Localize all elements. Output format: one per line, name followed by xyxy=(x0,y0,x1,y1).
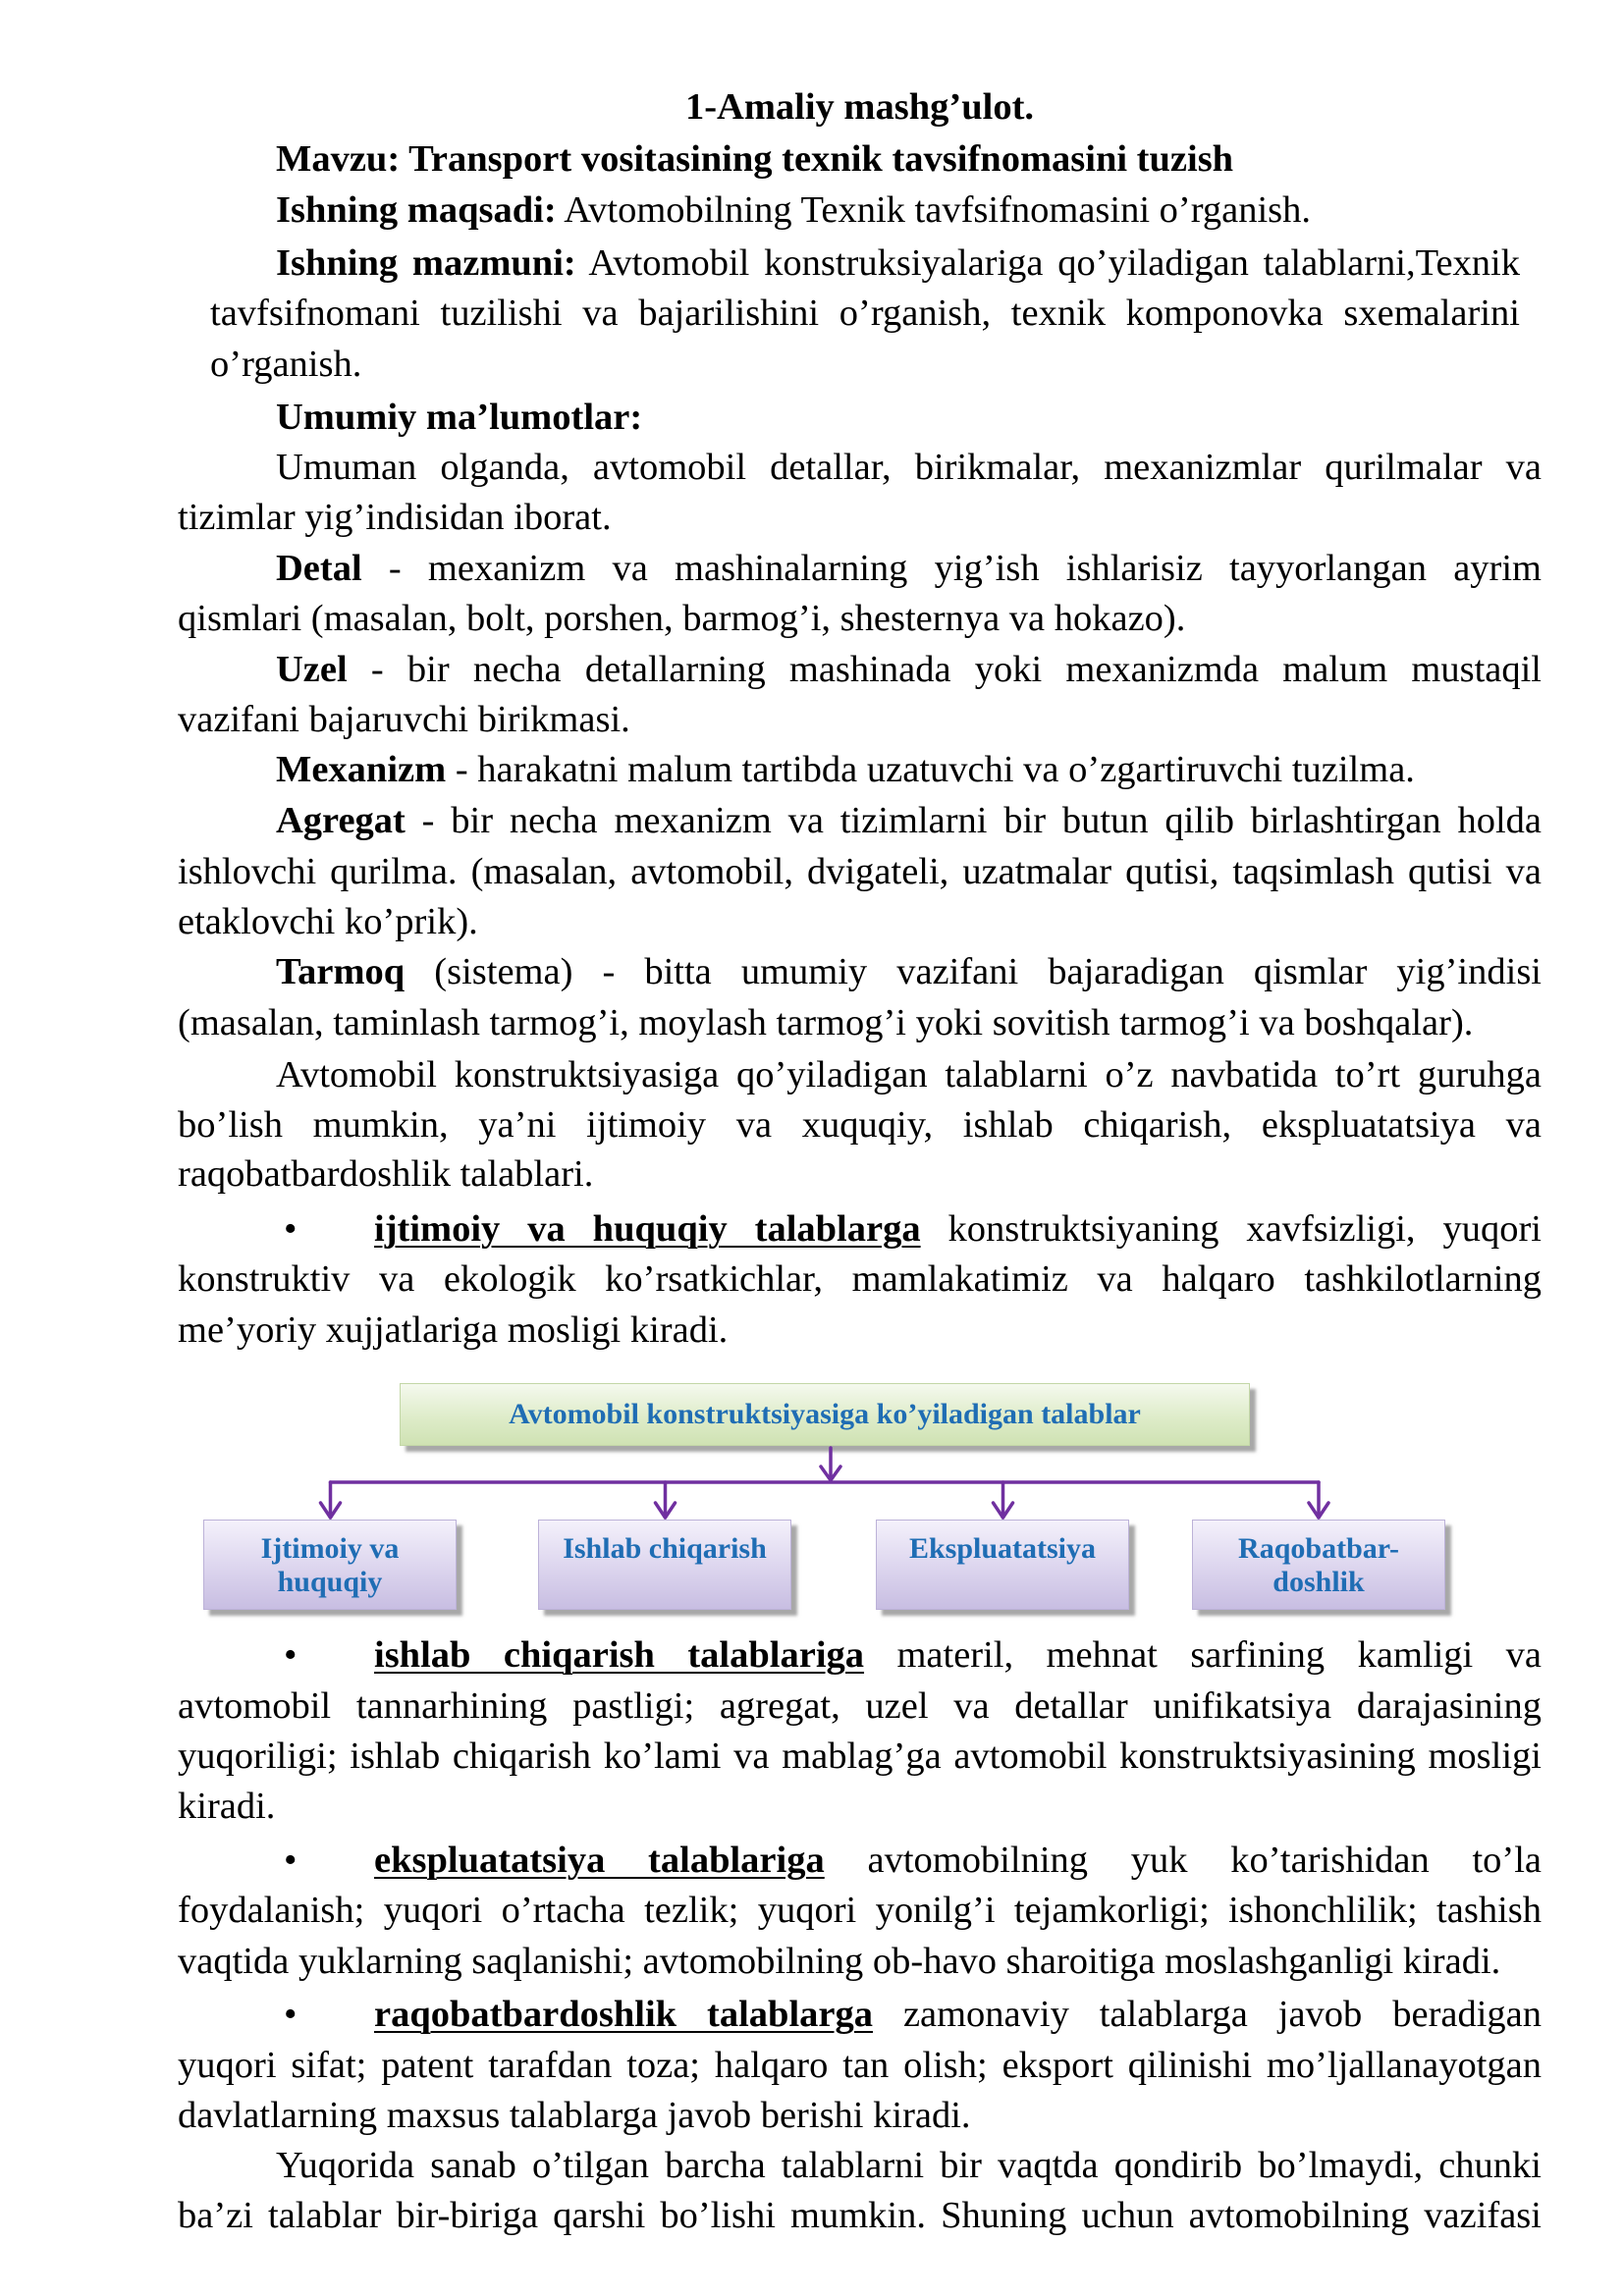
bullet-term: raqobatbardoshlik talablarga xyxy=(374,1994,873,2035)
bullet-line xyxy=(374,1989,1542,2040)
bullet-line xyxy=(374,1835,1542,1886)
definition-term: Uzel xyxy=(276,649,348,690)
definition-term: Agregat xyxy=(276,800,406,841)
definition-text: - harakatni malum tartibda uzatuvchi va o’zgartiruvchi tuzilma. xyxy=(455,749,1415,790)
bullet-icon xyxy=(284,1629,307,1681)
bullet-term: ishlab chiqarish talablariga xyxy=(374,1634,865,1676)
content-label: Ishning mazmuni: xyxy=(276,242,576,284)
bullet-icon xyxy=(284,1203,307,1255)
diagram-child-label: Ijtimoiy va xyxy=(260,1532,400,1565)
diagram-child-label: huquqiy xyxy=(277,1566,383,1598)
bullet-text: zamonaviy talablarga javob beradigan xyxy=(902,1994,1543,2035)
diagram-child-box xyxy=(538,1520,791,1610)
bullet-line: me’yoriy xujjatlariga mosligi kiradi. xyxy=(178,1309,729,1351)
paragraph-line: tizimlar yig’indisidan iborat. xyxy=(178,497,612,538)
diagram-child-label: Raqobatbar- xyxy=(1238,1532,1399,1565)
bullet-line: konstruktiv va ekologik ko’rsatkichlar, mamlakatimiz va halqaro tashkilotlarning xyxy=(178,1258,1542,1300)
arrow-down-icon xyxy=(656,1503,676,1518)
goal-label: Ishning maqsadi: xyxy=(276,189,557,231)
topic-line: Mavzu: Transport vositasining texnik tavsifnomasini tuzish xyxy=(276,138,1234,180)
section-heading: Umumiy ma’lumotlar: xyxy=(276,397,643,438)
definition-line xyxy=(276,744,1415,795)
paragraph-line: bo’lish mumkin, ya’ni ijtimoiy va xuquqiy, ishlab chiqarish, ekspluatatsiya va xyxy=(178,1104,1542,1146)
definition-line: ishlovchi qurilma. (masalan, avtomobil, dvigateli, uzatmalar qutisi, taqsimlash qutisi va xyxy=(178,851,1542,892)
bullet-icon xyxy=(284,1989,307,2040)
definition-line xyxy=(276,946,1542,997)
definition-line: (masalan, taminlash tarmog’i, moylash tarmog’i yoki sovitish tarmog’i va boshqalar). xyxy=(178,1002,1474,1043)
definition-term: Mexanizm xyxy=(276,749,447,790)
content-line xyxy=(276,238,1520,289)
definition-term: Tarmoq xyxy=(276,951,406,992)
content-text: Avtomobil konstruksiyalariga qo’yiladigan talablarni,Texnik xyxy=(588,242,1520,284)
bullet-line xyxy=(374,1203,1542,1255)
definition-line xyxy=(276,543,1542,594)
bullet-icon xyxy=(284,1835,307,1886)
definition-text: - bir necha mexanizm va tizimlarni bir butun qilib birlashtirgan holda xyxy=(421,800,1542,841)
bullet-line: davlatlarning maxsus talablarga javob berishi kiradi. xyxy=(178,2095,971,2136)
definition-text: - mexanizm va mashinalarning yig’ish ishlarisiz tayyorlangan ayrim xyxy=(388,548,1543,589)
content-line: o’rganish. xyxy=(210,344,362,385)
diagram-root-label: Avtomobil konstruktsiyasiga ko’yiladigan talablar xyxy=(509,1398,1141,1430)
definition-line: etaklovchi ko’prik). xyxy=(178,901,478,942)
paragraph-line: ba’zi talablar bir-biriga qarshi bo’lishi mumkin. Shuning uchun avtomobilning vazifasi xyxy=(178,2195,1542,2236)
definition-text: - bir necha detallarning mashinada yoki mexanizmda malum mustaqil xyxy=(370,649,1542,690)
arrow-down-icon xyxy=(321,1503,341,1518)
goal-text: Avtomobilning Texnik tavfsifnomasini o’rganish. xyxy=(564,189,1312,231)
diagram-child-label: doshlik xyxy=(1272,1566,1365,1598)
diagram-child-box xyxy=(1192,1520,1445,1610)
definition-line xyxy=(276,644,1542,695)
bullet-line: foydalanish; yuqori o’rtacha tezlik; yuqori yonilg’i tejamkorligi; ishonchlilik; tashish xyxy=(178,1890,1542,1931)
bullet-term: ijtimoiy va huquqiy talablarga xyxy=(374,1208,921,1250)
paragraph-line: Yuqorida sanab o’tilgan barcha talablarni bir vaqtda qondirib bo’lmaydi, chunki xyxy=(276,2145,1542,2186)
page-title: 1-Amaliy mashg’ulot. xyxy=(684,86,1035,128)
bullet-line: yuqori sifat; patent tarafdan toza; halqaro tan olish; eksport qilinishi mo’ljallanayotgan xyxy=(178,2045,1542,2086)
bullet-text: konstruktsiyaning xavfsizligi, yuqori xyxy=(947,1208,1542,1250)
goal-line xyxy=(276,185,1311,236)
bullet-line: kiradi. xyxy=(178,1786,276,1827)
diagram-child-label: Ekspluatatsiya xyxy=(908,1532,1097,1565)
diagram-root-box xyxy=(400,1383,1250,1446)
paragraph-line: Avtomobil konstruktsiyasiga qo’yiladigan talablarni o’z navbatida to’rt guruhga xyxy=(276,1054,1542,1095)
definition-line: qismlari (masalan, bolt, porshen, barmog’i, shesternya va hokazo). xyxy=(178,598,1186,639)
bullet-text: materil, mehnat sarfining kamligi va xyxy=(896,1634,1543,1676)
bullet-line xyxy=(374,1629,1542,1681)
arrow-down-icon xyxy=(821,1467,840,1480)
diagram-child-label: Ishlab chiqarish xyxy=(563,1532,767,1565)
bullet-term: ekspluatatsiya talablariga xyxy=(374,1840,825,1881)
diagram-child-box xyxy=(876,1520,1129,1610)
paragraph-line: raqobatbardoshlik talablari. xyxy=(178,1153,594,1195)
definition-line: vazifani bajaruvchi birikmasi. xyxy=(178,699,630,740)
arrow-down-icon xyxy=(1309,1503,1328,1518)
definition-line xyxy=(276,795,1542,846)
definition-term: Detal xyxy=(276,548,362,589)
bullet-text: avtomobilning yuk ko’tarishidan to’la xyxy=(867,1840,1543,1881)
content-line: tavfsifnomani tuzilishi va bajarilishini o’rganish, texnik komponovka sxemalarini xyxy=(210,293,1520,334)
bullet-line: vaqtida yuklarning saqlanishi; avtomobilning ob-havo sharoitiga moslashganligi kiradi. xyxy=(178,1941,1501,1982)
arrow-down-icon xyxy=(994,1503,1013,1518)
definition-text: (sistema) - bitta umumiy vazifani bajaradigan qismlar yig’indisi xyxy=(434,951,1543,992)
bullet-line: avtomobil tannarhining pastligi; agregat, uzel va detallar unifikatsiya darajasining xyxy=(178,1685,1542,1727)
paragraph-line: Umuman olganda, avtomobil detallar, birikmalar, mexanizmlar qurilmalar va xyxy=(276,447,1542,488)
diagram-child-box xyxy=(203,1520,457,1610)
bullet-line: yuqoriligi; ishlab chiqarish ko’lami va mablag’ga avtomobil konstruktsiyasining mosligi xyxy=(178,1735,1542,1777)
